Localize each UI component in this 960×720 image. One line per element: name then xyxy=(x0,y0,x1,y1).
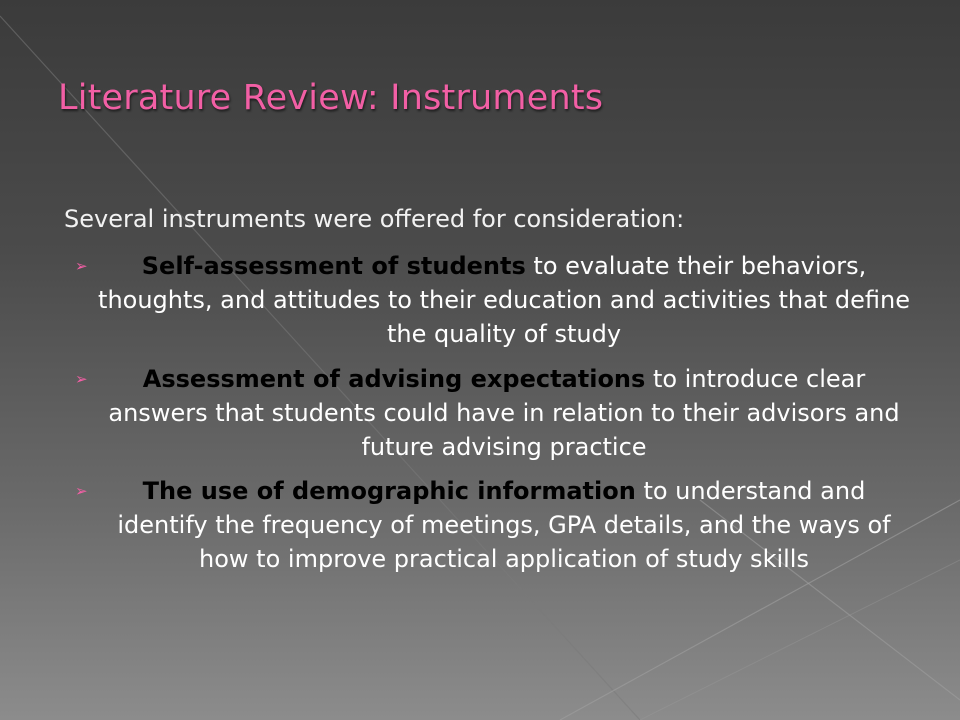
arrow-right-icon: ➢ xyxy=(75,257,88,275)
bullet-text: to introduce clear answers that students could have in relation to their advisors and future advising practice xyxy=(108,365,900,461)
bullet-bold-text: Assessment of advising expectations xyxy=(142,365,646,393)
bullet-text: to understand and identify the frequency of meetings, GPA details, and the ways of how to improve practical application of study skills xyxy=(117,477,891,573)
slide-title: Literature Review: Instruments xyxy=(58,78,604,118)
bullet-item xyxy=(96,249,912,351)
bullet-bold-text: The use of demographic information xyxy=(142,477,636,505)
bullet-item xyxy=(96,362,912,464)
arrow-right-icon: ➢ xyxy=(75,482,88,500)
bullet-text: to evaluate their behaviors, thoughts, and attitudes to their education and activities that define the quality of study xyxy=(98,252,910,348)
intro-text: Several instruments were offered for consideration: xyxy=(64,205,685,233)
bullet-item xyxy=(96,474,912,576)
bullet-bold-text: Self-assessment of students xyxy=(141,252,526,280)
arrow-right-icon: ➢ xyxy=(75,370,88,388)
